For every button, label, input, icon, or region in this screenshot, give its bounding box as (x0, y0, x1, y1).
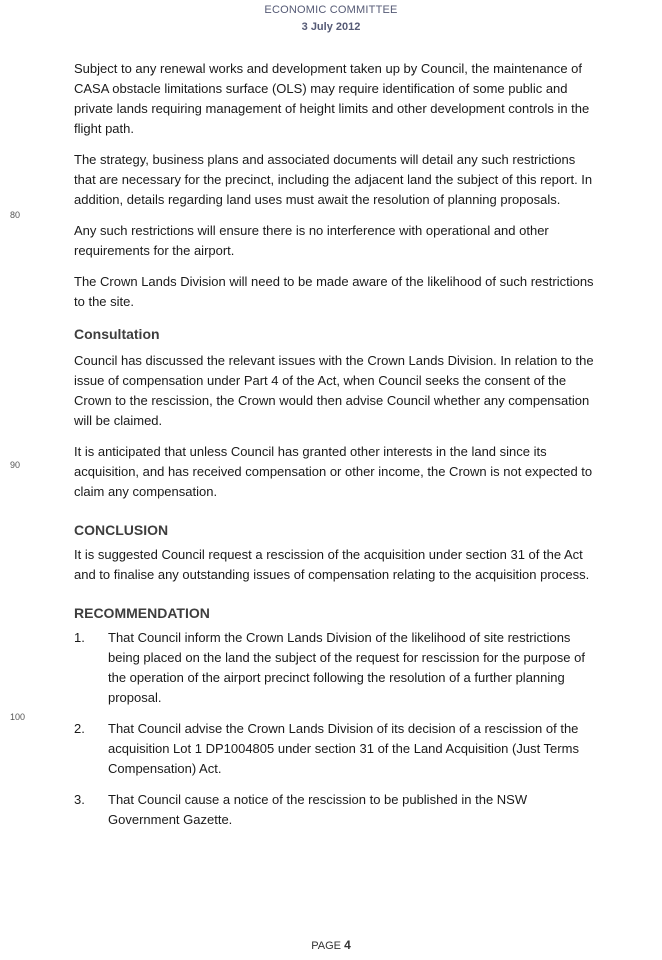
page-footer (0, 938, 662, 952)
recommendation-text: That Council cause a notice of the rescission to be published in the NSW Government Gazette. (108, 792, 528, 827)
committee-header: ECONOMIC COMMITTEE (264, 4, 398, 16)
paragraph-strategy: The strategy, business plans and associated documents will detail any such restrictions that are necessary for the precinct, including the adjacent land the subject of this report. In addition, details regarding land uses must await the resolution of planning proposals. (74, 152, 593, 207)
meeting-date: 3 July 2012 (301, 21, 361, 33)
recommendation-item-2 (74, 719, 594, 779)
paragraph-conclusion: It is suggested Council request a rescission of the acquisition under section 31 of the Act and to finalise any outstanding issues of compensation relating to the acquisition process. (74, 547, 590, 582)
line-number-100: 100 (10, 712, 26, 722)
page-label: PAGE (311, 940, 341, 952)
recommendation-number: 2. (74, 721, 85, 736)
recommendation-text: That Council inform the Crown Lands Division of the likelihood of site restrictions being placed on the land the subject of the request for rescission for the purpose of the operation of the airport precinct following the resolution of a further planning proposal. (108, 630, 585, 705)
paragraph-restrictions: Any such restrictions will ensure there is no interference with operational and other requirements for the airport. (74, 223, 549, 258)
recommendation-item-1 (74, 628, 594, 708)
document-body (74, 59, 594, 830)
heading-conclusion: CONCLUSION (74, 522, 169, 538)
paragraph-crown-lands: The Crown Lands Division will need to be made aware of the likelihood of such restrictions to the site. (74, 274, 594, 309)
recommendation-number: 1. (74, 630, 85, 645)
heading-consultation: Consultation (74, 326, 160, 342)
paragraph-ols: Subject to any renewal works and development taken up by Council, the maintenance of CASA obstacle limitations surface (OLS) may require identification of some public and private lands requiring management of height limits and other development controls in the flight path. (74, 61, 590, 136)
paragraph-consultation-1: Council has discussed the relevant issues with the Crown Lands Division. In relation to the issue of compensation under Part 4 of the Act, when Council seeks the consent of the Crown to the rescission, the Crown would then advise Council whether any compensation will be claimed. (74, 353, 594, 428)
recommendation-text: That Council advise the Crown Lands Division of its decision of a rescission of the acquisition Lot 1 DP1004805 under section 31 of the Land Acquisition (Just Terms Compensation) Act. (108, 721, 579, 776)
recommendation-number: 3. (74, 792, 85, 807)
line-number-90: 90 (10, 460, 21, 470)
recommendation-item-3 (74, 790, 594, 830)
line-number-80: 80 (10, 210, 21, 220)
paragraph-consultation-2: It is anticipated that unless Council has granted other interests in the land since its acquisition, and has received compensation or other income, the Crown is not expected to claim any compensation. (74, 444, 593, 499)
page-number: 4 (344, 938, 351, 952)
heading-recommendation: RECOMMENDATION (74, 605, 210, 621)
